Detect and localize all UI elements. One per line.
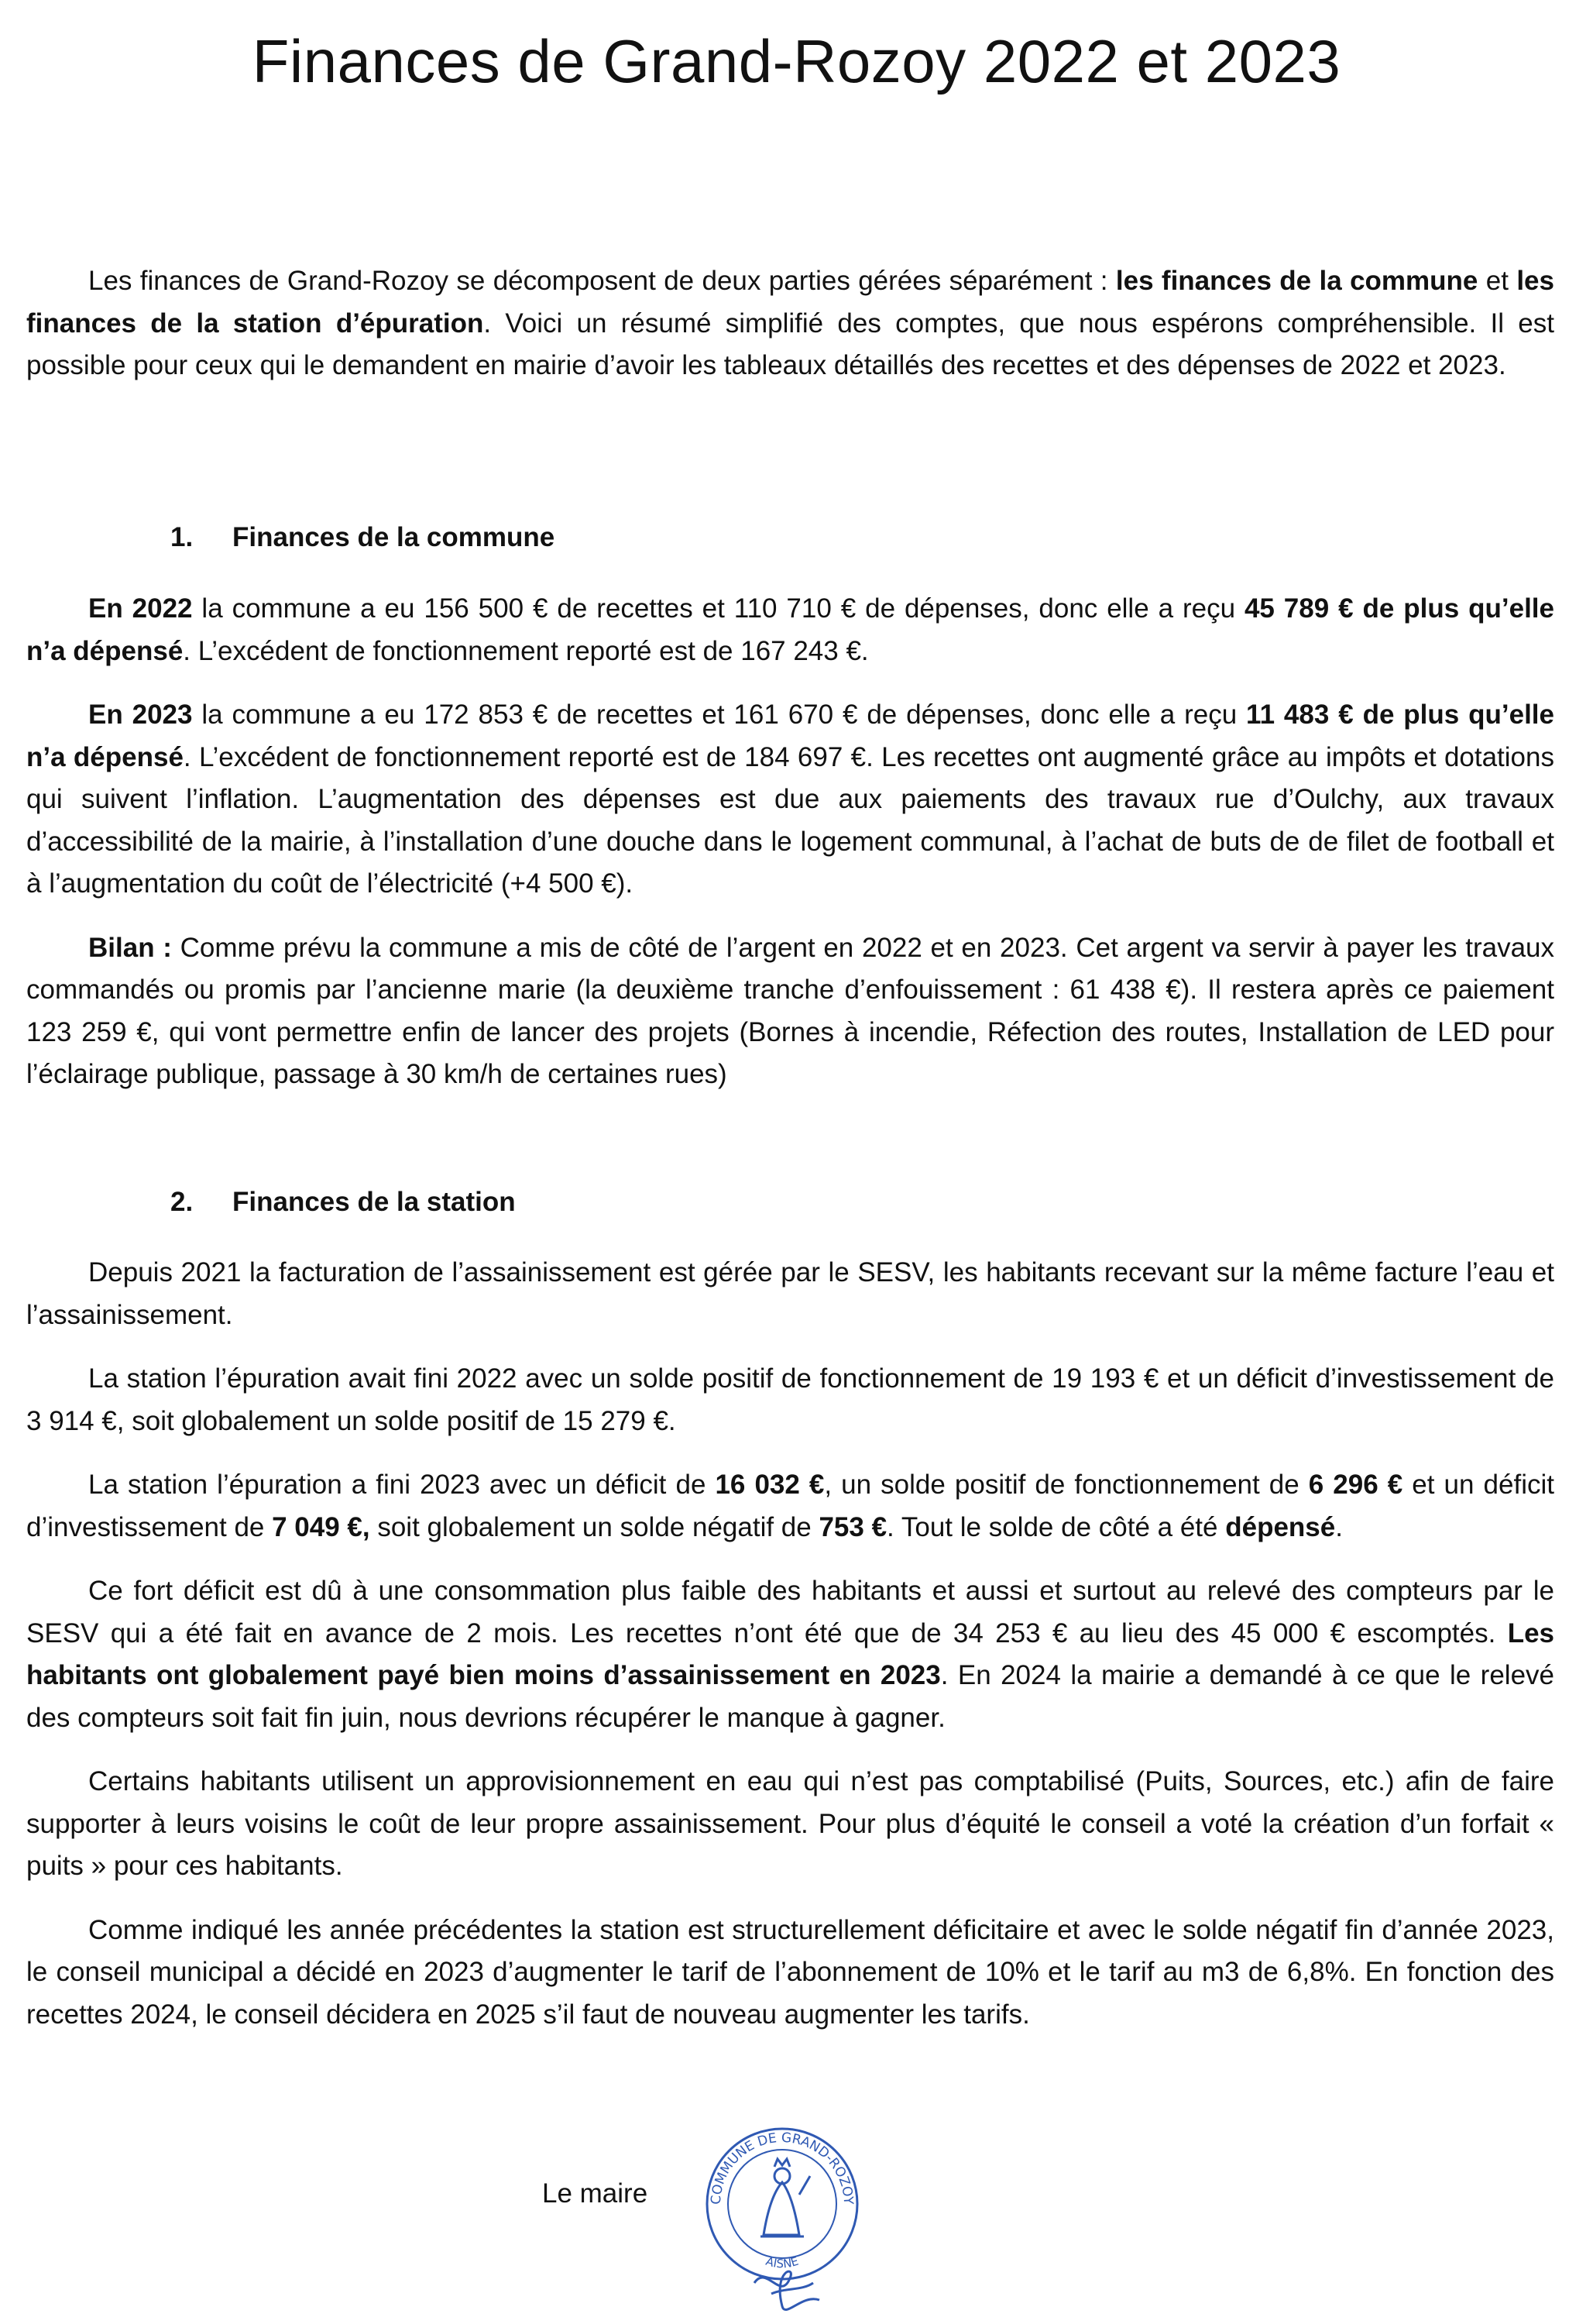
page-title: Finances de Grand-Rozoy 2022 et 2023: [252, 27, 1341, 95]
intro-section: [26, 260, 1554, 387]
section-2-body: [26, 1252, 1554, 2036]
signature-label: Le maire: [542, 2178, 648, 2209]
section-1-body: [26, 588, 1554, 1096]
seal-text: COMMUNE DE GRAND-ROZOY: [708, 2130, 857, 2205]
paragraph-2023-station: La station l’épuration a fini 2023 avec un déficit de 16 032 €, un solde positif de fonctionnement de 6 296 € et un déficit d’investissement de 7 049 €, soit globalement un solde négatif de 753 €. Tout le solde de côté a été dépensé.: [26, 1470, 1554, 1542]
paragraph-puits: Certains habitants utilisent un approvisionnement en eau qui n’est pas comptabilisé (Puits, Sources, etc.) afin de faire supporter à leurs voisins le coût de leur propre assainissement. Pour plus d’équité le conseil a voté la création d’un forfait « puits » pour ces habitants.: [26, 1766, 1554, 1881]
seal-region: AISNE: [764, 2254, 801, 2271]
paragraph-facturation: Depuis 2021 la facturation de l’assainissement est gérée par le SESV, les habitants recevant sur la même facture l’eau et l’assainissement.: [26, 1257, 1554, 1330]
section-2-heading: 2. Finances de la station: [170, 1187, 516, 1217]
paragraph-tarifs: Comme indiqué les année précédentes la station est structurellement déficitaire et avec le solde négatif fin d’année 2023, le conseil municipal a décidé en 2023 d’augmenter le tarif de l’abonnement de 10% et le tarif au m3 de 6,8%. En fonction des recettes 2024, le conseil décidera en 2025 s’il faut de nouveau augmenter les tarifs.: [26, 1914, 1554, 2030]
paragraph-2022-station: La station l’épuration avait fini 2022 avec un solde positif de fonctionnement de 19 193 € et un déficit d’investissement de 3 914 €, soit globalement un solde positif de 15 279 €.: [26, 1363, 1554, 1436]
paragraph-deficit: Ce fort déficit est dû à une consommation plus faible des habitants et aussi et surtout au relevé des compteurs par le SESV qui a été fait en avance de 2 mois. Les recettes n’ont été que de 34 253 € au lieu des 45 000 € escomptés. Les habitants ont globalement payé bien moins d’assainissement en 2023. En 2024 la mairie a demandé à ce que le relevé des compteurs soit fait fin juin, nous devrions récupérer le manque à gagner.: [26, 1576, 1554, 1733]
paragraph-2023: En 2023 la commune a eu 172 853 € de recettes et 161 670 € de dépenses, donc elle a reçu 11 483 € de plus qu’elle n’a dépensé. L’excédent de fonctionnement reporté est de 184 697 €. Les recettes ont augmenté grâce au impôts et dotations qui suivent l’inflation. L’augmentation des dépenses est due aux paiements des travaux rue d’Oulchy, aux travaux d’accessibilité de la mairie, à l’installation d’une douche dans le logement communal, à l’achat de buts de de filet de football et à l’augmentation du coût de l’électricité (+4 500 €).: [26, 700, 1554, 899]
intro-paragraph: Les finances de Grand-Rozoy se décomposent de deux parties gérées séparément : les finances de la commune et les finances de la station d’épuration. Voici un résumé simplifié des comptes, que nous espérons compréhensible. Il est possible pour ceux qui le demandent en mairie d’avoir les tableaux détaillés des recettes et des dépenses de 2022 et 2023.: [26, 266, 1554, 380]
paragraph-2022: En 2022 la commune a eu 156 500 € de recettes et 110 710 € de dépenses, donc elle a reçu 45 789 € de plus qu’elle n’a dépensé. L’excédent de fonctionnement reporté est de 167 243 €.: [26, 593, 1554, 666]
section-1-heading: 1. Finances de la commune: [170, 522, 555, 552]
municipal-seal-icon: [697, 2119, 867, 2324]
paragraph-bilan: Bilan : Comme prévu la commune a mis de côté de l’argent en 2022 et en 2023. Cet argent va servir à payer les travaux commandés ou promis par l’ancienne marie (la deuxième tranche d’enfouissement : 61 438 €). Il restera après ce paiement 123 259 €, qui vont permettre enfin de lancer des projets (Bornes à incendie, Réfection des routes, Installation de LED pour l’éclairage publique, passage à 30 km/h de certaines rues): [26, 932, 1554, 1089]
svg-text:AISNE: [764, 2254, 801, 2271]
